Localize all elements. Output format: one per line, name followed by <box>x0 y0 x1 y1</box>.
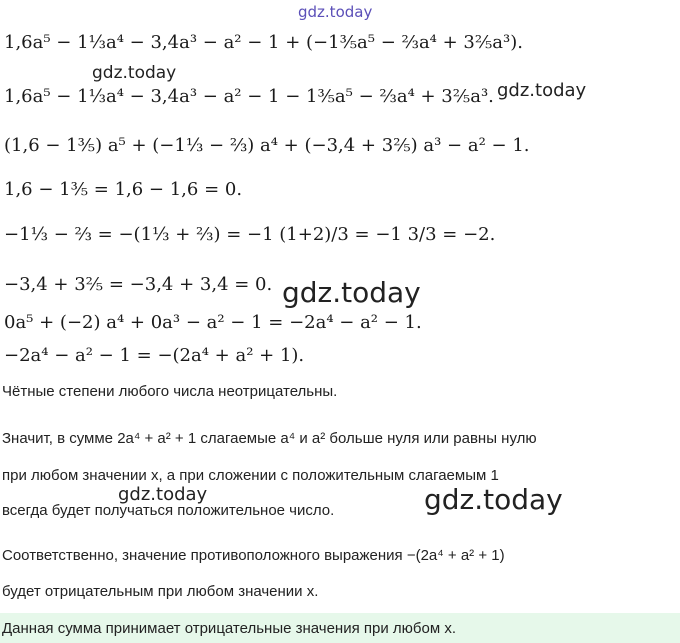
text-line-5: Соответственно, значение противоположного выражения −(2a⁴ + a² + 1) <box>2 547 505 564</box>
answer-text: Данная сумма принимает отрицательные значения при любом x. <box>2 620 456 637</box>
answer-banner <box>0 613 680 643</box>
math-line-5: −1⅓ − ⅔ = −(1⅓ + ⅔) = −1 (1+2)/3 = −1 3/3 = −2. <box>4 224 496 245</box>
math-line-6: −3,4 + 3⅖ = −3,4 + 3,4 = 0. <box>4 274 273 295</box>
text-line-3: при любом значении x, а при сложении с положительным слагаемым 1 <box>2 467 499 484</box>
text-line-6: будет отрицательным при любом значении x. <box>2 583 319 600</box>
math-line-8: −2a⁴ − a² − 1 = −(2a⁴ + a² + 1). <box>4 345 305 366</box>
math-line-7: 0a⁵ + (−2) a⁴ + 0a³ − a² − 1 = −2a⁴ − a² − 1. <box>4 312 422 333</box>
math-line-2: 1,6a⁵ − 1⅓a⁴ − 3,4a³ − a² − 1 − 1⅗a⁵ − ⅔a⁴ + 3⅖a³. <box>4 86 494 107</box>
watermark-5: gdz.today <box>424 483 563 516</box>
watermark-top: gdz.today <box>298 3 373 21</box>
watermark-2: gdz.today <box>497 80 587 101</box>
math-line-3: (1,6 − 1⅗) a⁵ + (−1⅓ − ⅔) a⁴ + (−3,4 + 3⅖) a³ − a² − 1. <box>4 135 530 156</box>
text-line-2: Значит, в сумме 2a⁴ + a² + 1 слагаемые a⁴ и a² больше нуля или равны нулю <box>2 430 537 447</box>
math-line-4: 1,6 − 1⅗ = 1,6 − 1,6 = 0. <box>4 179 243 200</box>
text-line-4: всегда будет получаться положительное число. <box>2 502 335 519</box>
watermark-4: gdz.today <box>118 484 208 505</box>
watermark-1: gdz.today <box>92 63 177 83</box>
watermark-3: gdz.today <box>282 276 421 309</box>
text-line-1: Чётные степени любого числа неотрицательны. <box>2 383 338 400</box>
math-line-1: 1,6a⁵ − 1⅓a⁴ − 3,4a³ − a² − 1 + (−1⅗a⁵ − ⅔a⁴ + 3⅖a³). <box>4 32 524 53</box>
